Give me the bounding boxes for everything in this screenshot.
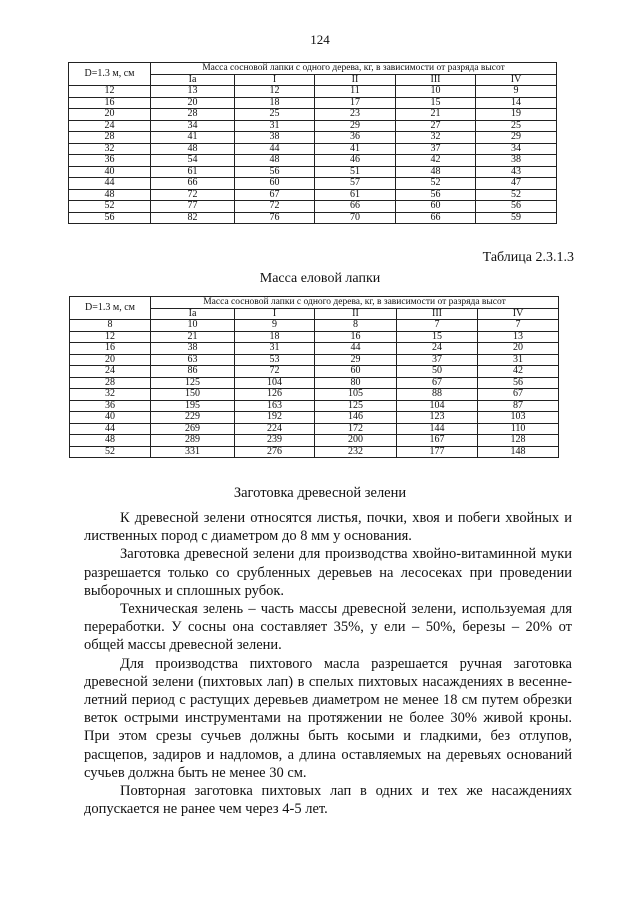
table-cell: 7 — [397, 320, 478, 332]
paragraph: Для производства пихтового масла разрешается ручная заготовка древесной зелени (пихтовых лап) в спелых пихтовых насаждениях в весенне-летний период с растущих деревьев диаметром не менее 18 см путем обрезки веток острыми инструментами на протяжении не более 30% живой кроны. При этом срезы сучьев должны быть косыми и гладкими, без отлупов, расщепов, задиров и надломов, а длина оставляемых на деревьях оснований сучьев должна быть не менее 30 см. — [84, 655, 572, 781]
table-cell: 87 — [478, 400, 559, 412]
table-cell: 12 — [235, 86, 315, 98]
table-cell: 77 — [151, 201, 235, 213]
table-cell: 54 — [151, 155, 235, 167]
table-cell: 60 — [315, 366, 397, 378]
table-cell: 44 — [235, 143, 315, 155]
table-cell: 41 — [151, 132, 235, 144]
table-cell: 28 — [69, 132, 151, 144]
table-cell: 66 — [151, 178, 235, 190]
table-cell: 32 — [70, 389, 151, 401]
table-cell: 72 — [235, 366, 315, 378]
table-cell: 48 — [69, 189, 151, 201]
table-cell: 15 — [397, 331, 478, 343]
spruce-branch-mass-table — [69, 296, 559, 458]
table-cell: 28 — [70, 377, 151, 389]
table-cell: 61 — [151, 166, 235, 178]
table-row — [69, 166, 557, 178]
table-cell: 14 — [476, 97, 557, 109]
table-row — [69, 120, 557, 132]
column-header: IV — [476, 74, 557, 86]
table-cell: 110 — [478, 423, 559, 435]
table-cell: 20 — [478, 343, 559, 355]
table-cell: 104 — [397, 400, 478, 412]
table-cell: 66 — [396, 212, 476, 224]
table-title: Масса еловой лапки — [259, 271, 381, 286]
table-cell: 47 — [476, 178, 557, 190]
table-cell: 177 — [397, 446, 478, 458]
table-cell: 24 — [397, 343, 478, 355]
table-cell: 9 — [476, 86, 557, 98]
table-cell: 38 — [235, 132, 315, 144]
table-cell: 9 — [235, 320, 315, 332]
table-cell: 19 — [476, 109, 557, 121]
table-cell: 67 — [397, 377, 478, 389]
table-cell: 31 — [478, 354, 559, 366]
column-header: III — [397, 308, 478, 320]
table-cell: 82 — [151, 212, 235, 224]
table-cell: 21 — [151, 331, 235, 343]
table-cell: 34 — [476, 143, 557, 155]
table-cell: 34 — [151, 120, 235, 132]
table-cell: 125 — [151, 377, 235, 389]
table-cell: 60 — [396, 201, 476, 213]
table-cell: 32 — [69, 143, 151, 155]
table-row — [69, 97, 557, 109]
table-cell: 16 — [69, 97, 151, 109]
column-header: Ia — [151, 308, 235, 320]
table-caption: Таблица 2.3.1.3 — [482, 250, 574, 265]
paragraph: Техническая зелень – часть массы древесной зелени, используемая для переработки. У сосны она составляет 35%, у ели – 50%, березы – 20% от общей массы древесной зелени. — [84, 601, 572, 654]
table-cell: 27 — [396, 120, 476, 132]
table-cell: 192 — [235, 412, 315, 424]
table-cell: 16 — [315, 331, 397, 343]
table-cell: 59 — [476, 212, 557, 224]
table-cell: 44 — [315, 343, 397, 355]
table-cell: 61 — [315, 189, 396, 201]
table-cell: 31 — [235, 120, 315, 132]
table-cell: 125 — [315, 400, 397, 412]
table-cell: 44 — [70, 423, 151, 435]
table-cell: 40 — [69, 166, 151, 178]
table-cell: 20 — [70, 354, 151, 366]
column-header: I — [235, 308, 315, 320]
table-cell: 51 — [315, 166, 396, 178]
table-cell: 239 — [235, 435, 315, 447]
table-cell: 232 — [315, 446, 397, 458]
table-row — [69, 189, 557, 201]
table-row — [70, 354, 559, 366]
table-cell: 200 — [315, 435, 397, 447]
table-cell: 167 — [397, 435, 478, 447]
table-cell: 66 — [315, 201, 396, 213]
table-row — [70, 389, 559, 401]
table-row — [69, 201, 557, 213]
table-row — [69, 143, 557, 155]
page-number: 124 — [310, 32, 330, 47]
table-cell: 36 — [70, 400, 151, 412]
table-cell: 21 — [396, 109, 476, 121]
table-cell: 24 — [69, 120, 151, 132]
table-cell: 8 — [315, 320, 397, 332]
table-cell: 24 — [70, 366, 151, 378]
table-cell: 13 — [478, 331, 559, 343]
table-row — [70, 400, 559, 412]
main-header: Масса сосновой лапки с одного дерева, кг, в зависимости от разряда высот — [151, 63, 557, 75]
table-cell: 42 — [396, 155, 476, 167]
table-cell: 150 — [151, 389, 235, 401]
table-cell: 20 — [151, 97, 235, 109]
table-cell: 37 — [397, 354, 478, 366]
table-cell: 20 — [69, 109, 151, 121]
table-cell: 60 — [235, 178, 315, 190]
table-cell: 29 — [315, 354, 397, 366]
table-cell: 88 — [397, 389, 478, 401]
table-cell: 72 — [151, 189, 235, 201]
table-cell: 104 — [235, 377, 315, 389]
table-cell: 48 — [70, 435, 151, 447]
table-cell: 56 — [476, 201, 557, 213]
table-cell: 76 — [235, 212, 315, 224]
table-cell: 144 — [397, 423, 478, 435]
table-row — [69, 86, 557, 98]
table-cell: 10 — [396, 86, 476, 98]
table-cell: 67 — [478, 389, 559, 401]
body-text — [84, 509, 572, 818]
table-cell: 63 — [151, 354, 235, 366]
table-row — [70, 423, 559, 435]
table-cell: 123 — [397, 412, 478, 424]
table-cell: 23 — [315, 109, 396, 121]
table-cell: 48 — [396, 166, 476, 178]
table-cell: 56 — [235, 166, 315, 178]
table-cell: 28 — [151, 109, 235, 121]
table-cell: 29 — [476, 132, 557, 144]
table-cell: 70 — [315, 212, 396, 224]
table-cell: 163 — [235, 400, 315, 412]
row-header: D=1.3 м, см — [69, 63, 151, 86]
table-row — [70, 377, 559, 389]
table-cell: 126 — [235, 389, 315, 401]
table-row — [69, 178, 557, 190]
table-cell: 18 — [235, 331, 315, 343]
table-cell: 289 — [151, 435, 235, 447]
table-cell: 44 — [69, 178, 151, 190]
table-cell: 40 — [70, 412, 151, 424]
table-cell: 48 — [235, 155, 315, 167]
column-header: II — [315, 74, 396, 86]
table-cell: 41 — [315, 143, 396, 155]
table-cell: 13 — [151, 86, 235, 98]
table-cell: 128 — [478, 435, 559, 447]
table-cell: 229 — [151, 412, 235, 424]
table-row — [70, 320, 559, 332]
table-cell: 57 — [315, 178, 396, 190]
table-cell: 331 — [151, 446, 235, 458]
table-cell: 80 — [315, 377, 397, 389]
table-cell: 148 — [478, 446, 559, 458]
table-cell: 105 — [315, 389, 397, 401]
table-cell: 67 — [235, 189, 315, 201]
table-cell: 50 — [397, 366, 478, 378]
column-header: Ia — [151, 74, 235, 86]
column-header: III — [396, 74, 476, 86]
table-cell: 17 — [315, 97, 396, 109]
table-cell: 52 — [476, 189, 557, 201]
table-cell: 25 — [476, 120, 557, 132]
table-cell: 52 — [396, 178, 476, 190]
table-row — [69, 212, 557, 224]
table-cell: 72 — [235, 201, 315, 213]
table-cell: 15 — [396, 97, 476, 109]
table-cell: 224 — [235, 423, 315, 435]
table-cell: 25 — [235, 109, 315, 121]
column-header: II — [315, 308, 397, 320]
table-row — [70, 343, 559, 355]
table-cell: 32 — [396, 132, 476, 144]
paragraph: Заготовка древесной зелени для производства хвойно-витаминной муки разрешается только со срубленных деревьев на лесосеках при проведении выборочных и сплошных рубок. — [84, 546, 572, 599]
table-row — [69, 132, 557, 144]
table-cell: 269 — [151, 423, 235, 435]
table-cell: 56 — [478, 377, 559, 389]
table-cell: 8 — [70, 320, 151, 332]
table-cell: 10 — [151, 320, 235, 332]
table-cell: 12 — [70, 331, 151, 343]
table-cell: 7 — [478, 320, 559, 332]
table-cell: 16 — [70, 343, 151, 355]
table-row — [70, 435, 559, 447]
table-row — [69, 155, 557, 167]
paragraph: Повторная заготовка пихтовых лап в одних и тех же насаждениях допускается не ранее чем через 4-5 лет. — [84, 783, 572, 818]
row-header: D=1.3 м, см — [70, 297, 151, 320]
table-cell: 31 — [235, 343, 315, 355]
table-cell: 103 — [478, 412, 559, 424]
table-cell: 43 — [476, 166, 557, 178]
table-cell: 11 — [315, 86, 396, 98]
column-header: IV — [478, 308, 559, 320]
table-row — [70, 446, 559, 458]
table-cell: 146 — [315, 412, 397, 424]
table-cell: 48 — [151, 143, 235, 155]
table-cell: 195 — [151, 400, 235, 412]
table-cell: 172 — [315, 423, 397, 435]
table-cell: 38 — [151, 343, 235, 355]
table-cell: 29 — [315, 120, 396, 132]
table-cell: 42 — [478, 366, 559, 378]
table-cell: 53 — [235, 354, 315, 366]
table-cell: 37 — [396, 143, 476, 155]
table-row — [70, 412, 559, 424]
table-cell: 36 — [69, 155, 151, 167]
main-header: Масса сосновой лапки с одного дерева, кг, в зависимости от разряда высот — [151, 297, 559, 309]
section-title: Заготовка древесной зелени — [233, 485, 407, 501]
table-cell: 56 — [396, 189, 476, 201]
table-cell: 18 — [235, 97, 315, 109]
table-row — [69, 109, 557, 121]
table-cell: 56 — [69, 212, 151, 224]
table-cell: 12 — [69, 86, 151, 98]
paragraph: К древесной зелени относятся листья, почки, хвоя и побеги хвойных и лиственных пород с диаметром до 8 мм у основания. — [84, 510, 572, 545]
table-row — [70, 366, 559, 378]
table-cell: 38 — [476, 155, 557, 167]
table-cell: 46 — [315, 155, 396, 167]
pine-branch-mass-table — [68, 62, 557, 224]
table-cell: 86 — [151, 366, 235, 378]
table-cell: 52 — [69, 201, 151, 213]
table-cell: 52 — [70, 446, 151, 458]
column-header: I — [235, 74, 315, 86]
table-row — [70, 331, 559, 343]
table-cell: 276 — [235, 446, 315, 458]
table-cell: 36 — [315, 132, 396, 144]
